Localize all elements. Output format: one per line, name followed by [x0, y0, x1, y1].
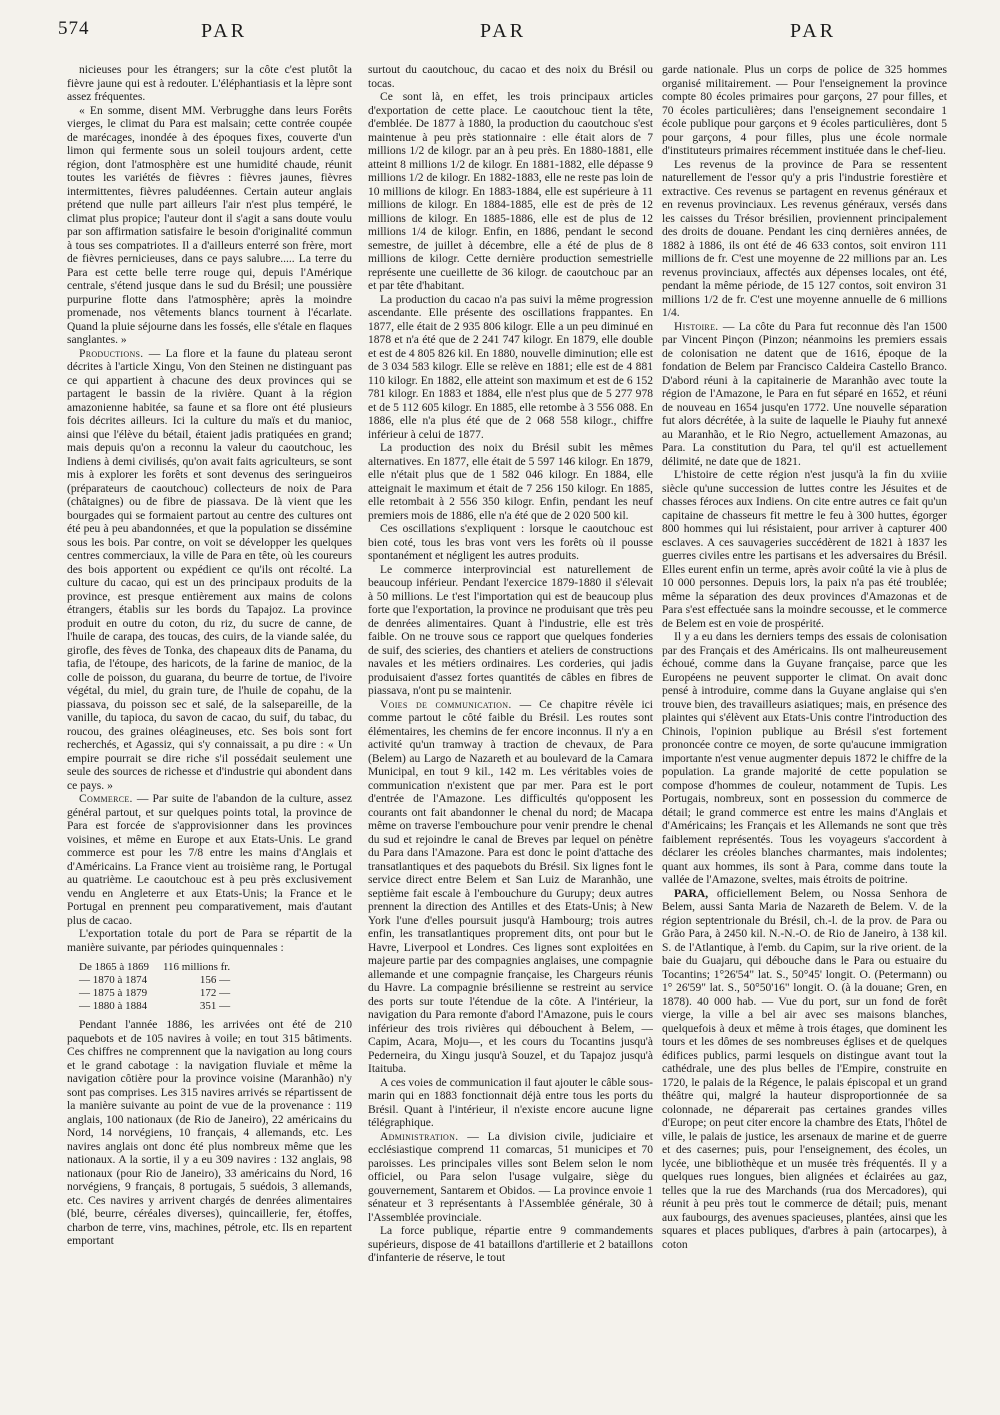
paragraph: Le commerce interprovincial est naturellement de beaucoup inférieur. Pendant l'exercice 1879-1880 il s'élevait à 50 millions. Le t'est l'importation qui est de beaucoup plus forte que l'exportation, la province ne produisant que très peu de denrées alimentaires. Quant à l'industrie, elle est très faible. On ne trouve sous ce rapport que quelques fonderies de suif, des scieries, des chantiers et ateliers de constructions navales et les métiers ordinaires. Les corderies, qui jadis produisaient d'assez fortes quantités de câbles en fibres de piassava, n'ont pu se maintenir. — [368, 563, 653, 697]
paragraph-text: — La flore et la faune du plateau seront décrites à l'article Xingu, Von den Steinen ne distinguant pas ce qui appartient à chacune des deux provinces qui se partagent le bassin de la rivière. Quant à la région amazonienne habitée, sa faune et sa flore ont été plusieurs fois décrites ailleurs. Ici la culture du maïs et du manioc, ainsi que l'élève du bétail, étaient jadis pratiquées en grand; mais depuis qu'on a reconnu la valeur du caoutchouc, les Indiens à demi civilisés, qu'on avait faits agriculteurs, se sont mis à explorer les forêts et sont devenus des seringueiros (préparateurs de caoutchouc) collecteurs de noix de Para (châtaignes) ou de fibre de piassava. De là vient que les bourgades qui se formaient partout au centre des cultures ont été peu à peu abandonnées, et que la population se dissémine sous les bois. Par contre, on voit se développer les quelques centres commerciaux, la ville de Para en tête, où les coureurs des bois apportent ou expédient ce qu'ils ont récolté. La culture du cacao, qui est un des principaux produits de la province, est presque entièrement aux mains de colons étrangers, établis sur les bords du Tapajoz. La province produit en outre du coton, du riz, du sucre de canne, de l'huile de carapa, des toucas, des cuirs, de la viande salée, du girofle, des fèves de Tonka, des chapeaux dits de Panama, du tafia, de l'étoupe, des haricots, de la farine de manioc, de la colle de poisson, du guarana, du beurre de tortue, de l'ivoire végétal, du miel, du grain ture, de l'huile de copahu, de la piassava, du poisson sec et salé, de la salsepareille, de la vanille, du tapioca, du savon de cacao, du suif, du tabac, du roucou, des graines oléagineuses, etc. Ses bois sont fort recherchés, et Agassiz, qui s'y connaissait, a pu dire : « Un empire pourrait se dire riche s'il possédait seulement une seule des sources de richesse et d'industrie qui abondent dans ce pays. » — [67, 347, 352, 792]
running-head-right: PAR — [790, 20, 837, 42]
paragraph: Il y a eu dans les derniers temps des essais de colonisation par des Français et des Américains. Ils ont malheureusement échoué, comme dans la Guyane française, parce que les Européens ne peuvent supporter le climat. On avait donc pensé à introduire, comme dans la Guyane anglaise qui s'en trouve bien, des travailleurs asiatiques; mais, en présence des plaintes qui s'élèvent aux Etats-Unis contre l'introduction des Chinois, l'opinion publique au Brésil s'est fortement prononcée contre ce moyen, de sorte qu'aucune immigration importante n'est venue augmenter depuis 1872 le chiffre de la population. La grande majorité de cette population se compose d'hommes de couleur, notamment de Tupis. Les Portugais, nombreux, sont en possession du commerce de détail; le grand commerce est entre les mains d'Anglais et d'Américains; les Français et les Allemands ne sont que très faiblement représentés. Tous les voyageurs s'accordent à déclarer les créoles blanches charmantes, mais indolentes; quant aux hommes, ils sont à Para, comme dans toute la vallée de l'Amazone, sveltes, mais étroits de poitrine. — [662, 631, 947, 886]
page-number: 574 — [58, 18, 90, 39]
table-cell: — 1870 à 1874 — [79, 974, 148, 986]
paragraph: nicieuses pour les étrangers; sur la côte c'est plutôt la fièvre jaune qui est à redouter. L'éléphantiasis et la lèpre sont assez fréquentes. — [67, 64, 352, 103]
paragraph — [368, 1131, 653, 1226]
table-row — [79, 961, 234, 974]
section-label: Histoire. — [674, 320, 719, 333]
section-label: Productions. — [79, 347, 144, 360]
text-column-3 — [662, 64, 947, 1402]
table-cell: — 1875 à 1879 — [79, 987, 148, 999]
table-row — [79, 1000, 234, 1013]
paragraph: Ce sont là, en effet, les trois principaux articles d'exportation de cette place. Le caoutchouc tient la tête, d'emblée. De 1877 à 1880, la production du caoutchouc s'est maintenue à peu près stationnaire : elle était alors de 7 millions 1/2 de kilogr. par an à peu près. En 1880-1881, elle atteint 8 millions 1/2 de kilogr. En 1881-1882, elle dépasse 9 millions 1/2 de kilogr. En 1882-1883, elle ne reste pas loin de 10 millions de kilogr. En 1883-1884, elle est supérieure à 11 millions de kilogr. En 1884-1885, elle est de près de 12 millions de kilogr. En 1885-1886, elle est de plus de 12 millions 1/4 de kilogr. Enfin, en 1886, pendant le second semestre, de juillet à décembre, elle a été de plus de 8 millions de kilogr. Cette dernière production semestrielle représente une cueillette de 36 kilogr. de caoutchouc par an et par tête d'habitant. — [368, 91, 653, 292]
paragraph-text: — La division civile, judiciaire et ecclésiastique comprend 11 comarcas, 51 municipes et 70 paroisses. Les principales villes sont Belem selon le nom officiel, ou Para selon l'usage vulgaire, siège du gouvernement, Santarem et Obidos. — La province envoie 1 sénateur et 3 représentants à l'Assemblée générale, 30 à l'Assemblée provinciale. — [368, 1130, 653, 1224]
paragraph — [368, 699, 653, 1077]
paragraph-text: — Ce chapitre révèle ici comme partout le côté faible du Brésil. Les routes sont élémentaires, les chemins de fer encore inconnus. Il n'y a en activité qu'un tramway à traction de chevaux, de Para (Belem) au Largo de Nazareth et au boulevard de la Camara Municipal, en tout 9 kil., 142 m. Les véritables voies de communication n'existent que par mer. Para est le port d'entrée de l'Amazone. Les difficultés qu'opposent les courants ont fait abandonner le chenal du nord; de Macapa même on traverse l'embouchure pour venir prendre le chenal du sud et rejoindre le canal de Breves par lequel on pénètre du Para dans l'Amazone. Para est donc le point d'attache des transatlantiques et des paquebots du Brésil. Six lignes font le service direct entre Belem et San Luiz de Maranhão, une septième fait escale à l'embouchure du Gurupy; deux autres prennent la direction des Antilles et des Etats-Unis; à New York l'une d'elles poursuit jusqu'à Hambourg; trois autres enfin, les transatlantiques proprement dits, ont pour but le Havre, Liverpool et Londres. Ces lignes sont exploitées en majeure partie par des compagnies anglaises, une compagnie allemande et une compagnie française, les Chargeurs réunis du Havre. La compagnie brésilienne se restreint au service des ports sur toute l'étendue de la côte. A l'intérieur, la navigation du Para remonte d'abord l'Amazone, puis le cours inférieur des trois rivières qui débouchent à Belem, — Capim, Acara, Moju—, et les cours du Tocantins jusqu'à Pederneira, du Xingu jusqu'à Souzel, et du Tapajoz jusqu'à Itaituba. — [368, 698, 653, 1075]
table-cell: 116 millions fr. — [162, 961, 231, 973]
paragraph: A ces voies de communication il faut ajouter le câble sous-marin qui en 1883 fonctionnait déjà entre tous les ports du Brésil. Quant à l'intérieur, il n'existe encore aucune ligne télégraphique. — [368, 1076, 653, 1129]
paragraph: surtout du caoutchouc, du cacao et des noix du Brésil ou tocas. — [368, 64, 653, 90]
running-head-center: PAR — [480, 20, 527, 42]
table-cell: 156 — — [199, 974, 231, 986]
paragraph — [662, 321, 947, 470]
table-row — [79, 974, 234, 987]
paragraph: L'exportation totale du port de Para se répartit de la manière suivante, par périodes quinquennales : — [67, 928, 352, 954]
paragraph: Les revenus de la province de Para se ressentent naturellement de l'essor qu'y a pris l'industrie forestière et extractive. Ces revenus se partagent en revenus généraux et en revenus provinciaux. Les revenus généraux, versés dans les caisses du Trésor brésilien, proviennent principalement des droits de douane. Pendant les cinq dernières années, de 1882 à 1886, ils ont été de 46 633 contos, soit environ 111 millions de fr. C'est une moyenne de 22 millions par an. Les revenus provinciaux, affectés aux dépenses locales, ont été, pendant la même période, de 15 127 contos, soit environ 31 millions 1/2 de fr. C'est une moyenne annuelle de 6 millions 1/4. — [662, 158, 947, 319]
paragraph: garde nationale. Plus un corps de police de 325 hommes organisé militairement. — Pour l'enseignement la province compte 80 écoles primaires pour garçons, 27 pour filles, et 70 écoles particulières; dans l'enseignement secondaire 1 école publique pour garçons et 9 écoles particulières, dont 5 pour garçons, 4 pour filles, plus une école normale d'instituteurs primaires récemment instituée dans le chef-lieu. — [662, 64, 947, 157]
paragraph: L'histoire de cette région n'est jusqu'à la fin du xviiie siècle qu'une succession de luttes contre les Jésuites et de chasses féroces aux Indiens. On cite entre autres ce fait qu'un capitaine de chasseurs fit mettre le feu à 300 huttes, égorger 800 hommes qui lui résistaient, pour arriver à capturer 400 esclaves. A ces sauvageries succédèrent de 1821 à 1837 les guerres civiles entre les partisans et les adversaires du Brésil. Elles eurent enfin un terme, après avoir coûté la vie à plus de 10 000 personnes. Depuis lors, la paix n'a pas été troublée; même la séparation des deux provinces d'Amazonas et de Para s'est effectuée sans la moindre secousse, et le commerce de Belem est en voie de prospérité. — [662, 469, 947, 630]
table-cell: De 1865 à 1869 — [79, 961, 149, 973]
paragraph-text: — Par suite de l'abandon de la culture, assez général partout, et sur quelques points total, la province de Para est forcée de s'approvisionner dans les provinces voisines, et même en Europe et aux Etats-Unis. Le grand commerce est pour les 7/8 entre les mains d'Anglais et d'Américains. La France vient au troisième rang, le Portugal au quatrième. Le caoutchouc est à peu près exclusivement vendu en Angleterre et aux Etats-Unis; la France et le Portugal en prennent peu comparativement, mais d'autant plus de cacao. — [67, 793, 352, 927]
paragraph: Ces oscillations s'expliquent : lorsque le caoutchouc est bien coté, tous les bras vont vers les forêts où il pousse spontanément et négligent les autres produits. — [368, 523, 653, 562]
section-label: Commerce. — [79, 793, 133, 805]
paragraph: « En somme, disent MM. Verbrugghe dans leurs Forêts vierges, le climat du Para est malsain; cette contrée coupée de marécages, inondée à des époques fixes, couverte d'un limon qui fermente sous un soleil toujours ardent, cette région, dont l'atmosphère est une humidité chaude, réunit toutes les variétés de fièvres : fièvres jaunes, fièvres intermittentes, fièvres paludéennes. Certain auteur anglais prétend que nulle part ailleurs l'air n'est plus tempéré, le climat plus propice; l'auteur dont il s'agit a sans doute voulu par son affirmation satisfaire le besoin d'originalité commun à tous ses compatriotes. Il a d'ailleurs enterré son frère, mort de fièvres pernicieuses, dans ce pays salubre..... La terre du Para est cette belle terre rouge qui, depuis l'Amérique centrale, s'étend jusque dans le sud du Brésil; une poussière purpurine flotte dans l'atmosphère; après la moindre promenade, nos vêtements blancs tournent à l'écarlate. Quand la pluie séjourne dans les fossés, elle s'étale en flaques sanglantes. » — [67, 104, 352, 346]
export-table — [79, 961, 234, 1013]
table-cell: 351 — — [199, 1000, 231, 1012]
running-head-left: PAR — [201, 20, 248, 42]
entry-title: PARA, — [674, 887, 709, 900]
section-label: Administration. — [380, 1130, 459, 1143]
paragraph: La force publique, répartie entre 9 commandements supérieurs, dispose de 41 bataillons d'artillerie et 2 bataillons d'infanterie de réserve, le tout — [368, 1225, 653, 1264]
table-cell: — 1880 à 1884 — [79, 1000, 148, 1012]
section-label: Voies de communication. — [380, 698, 512, 711]
paragraph-text: officiellement Belem, ou Nossa Senhora de Belem, aussi Santa Maria de Nazareth de Belem. V. de la région septentrionale du Brésil, ch.-l. de la prov. de Para ou Grão Para, à 2450 kil. N.-N.-O. de Rio de Janeiro, à 138 kil. S. de l'Atlantique, à l'emb. du Capim, sur la rive orient. de la baie du Guajaru, qui débouche dans le Para ou estuaire du Tocantins; 1°26'54" lat. S., 50°45' longit. O. (Petermann) ou 1° 26'59" lat. S., 50°50'16" longit. O. (à la douane; Gren, en 1878). 40 000 hab. — Vue du port, sur un fond de forêt vierge, la ville a bel air avec ses maisons blanches, quelquefois à deux et même à trois étages, que dominent les tours et les dômes de ses nombreuses églises et de quelques édifices publics, parmi lesquels on distingue avant tout la cathédrale, une des plus belles de l'Empire, construite en 1720, le palais de la Régence, le palais épiscopal et un grand théâtre qui, malgré la hauteur disproportionnée de sa colonnade, ne déparerait pas certaines grandes villes d'Europe; on peut citer encore la chambre des Etats, l'hôtel de ville, le palais de justice, les arsenaux de marine et de guerre et des casernes; puis, pour l'enseignement, des écoles, un lycée, une bibliothèque et un musée très fréquentés. Il y a quelques rues longues, bien alignées et éclairées au gaz, telles que la rue des Marchands (rua dos Mercadores), qui réunit à peu près tout le commerce de détail; puis, menant aux faubourgs, des avenues spacieuses, plantées, ainsi que les squares et places publiques, d'arbres à pain (artocarpes), à coton — [662, 887, 947, 1251]
paragraph: Pendant l'année 1886, les arrivées ont été de 210 paquebots et de 105 navires à voile; en tout 315 bâtiments. Ces chiffres ne comprennent que la navigation au long cours et le grand cabotage : la navigation fluviale et même la navigation côtière pour la province voisine (Maranhão) n'y sont pas comprises. Les 315 navires arrivés se répartissent de la manière suivante au point de vue de la provenance : 119 anglais, 100 nationaux (de Rio de Janeiro), 22 américains du Nord, 14 norvégiens, 10 français, 4 allemands, etc. Les navires anglais ont donc été plus nombreux même que les nationaux. A la sortie, il y a eu 309 navires : 132 anglais, 98 nationaux (pour Rio de Janeiro), 33 américains du Nord, 16 norvégiens, 9 français, 8 portugais, 5 suédois, 3 allemands, etc. Ces navires y arrivent chargés de denrées alimentaires (blé, beurre, céréales diverses), quincaillerie, fer, étoffes, charbon de terre, vins, machines, pétrole, etc. Ils en repartent emportant — [67, 1019, 352, 1247]
table-row — [79, 987, 234, 1000]
paragraph-text: — La côte du Para fut reconnue dès l'an 1500 par Vincent Pinçon (Pinzon; néanmoins les premiers essais de colonisation ne datent que de 1616, époque de la fondation de Belem par Francisco Caldeira Castello Branco. D'abord réuni à la capitainerie de Maranhão avec toute la région de l'Amazone, le Para en fut séparé en 1652, et réuni de nouveau en 1654 jusqu'en 1772. Une nouvelle séparation fut alors décrétée, à la suite de laquelle le Piauhy fut annexé au Maranhão, et le Rio Negro, actuellement Amazonas, au Para. La constitution du Para, tel qu'il est actuellement délimité, ne date que de 1821. — [662, 320, 947, 468]
paragraph: La production des noix du Brésil subit les mêmes alternatives. En 1877, elle était de 5 597 146 kilogr. En 1879, elle n'était plus que de 1 582 046 kilogr. En 1884, elle atteignait le maximum et était de 7 256 150 kilogr. En 1885, elle retombait à 2 556 350 kilogr. Enfin, pendant les neuf premiers mois de 1886, elle n'a été que de 2 020 500 kil. — [368, 442, 653, 522]
table-cell: 172 — — [199, 987, 231, 999]
text-column-2 — [368, 64, 653, 1402]
paragraph — [67, 348, 352, 794]
paragraph — [67, 793, 352, 928]
text-column-1 — [67, 64, 352, 1402]
entry-paragraph — [662, 888, 947, 1253]
paragraph: La production du cacao n'a pas suivi la même progression ascendante. Elle présente des oscillations frappantes. En 1877, elle était de 2 935 806 kilogr. Elle a un peu diminué en 1878 et n'a été que de 2 241 747 kilogr. En 1879, elle double et est de 4 805 826 kil. En 1880, nouvelle diminution; elle est de 3 034 583 kilogr. Elle se relève en 1881; elle est de 4 881 110 kilogr. En 1882, elle atteint son maximum et est de 6 152 781 kilogr. En 1883 et 1884, elle n'est plus que de 5 277 978 et de 5 112 605 kilogr. En 1885, elle retombe à 3 556 088. En 1886, elle n'a plus été que de 2 068 558 kilogr., chiffre inférieur à celui de 1877. — [368, 293, 653, 441]
